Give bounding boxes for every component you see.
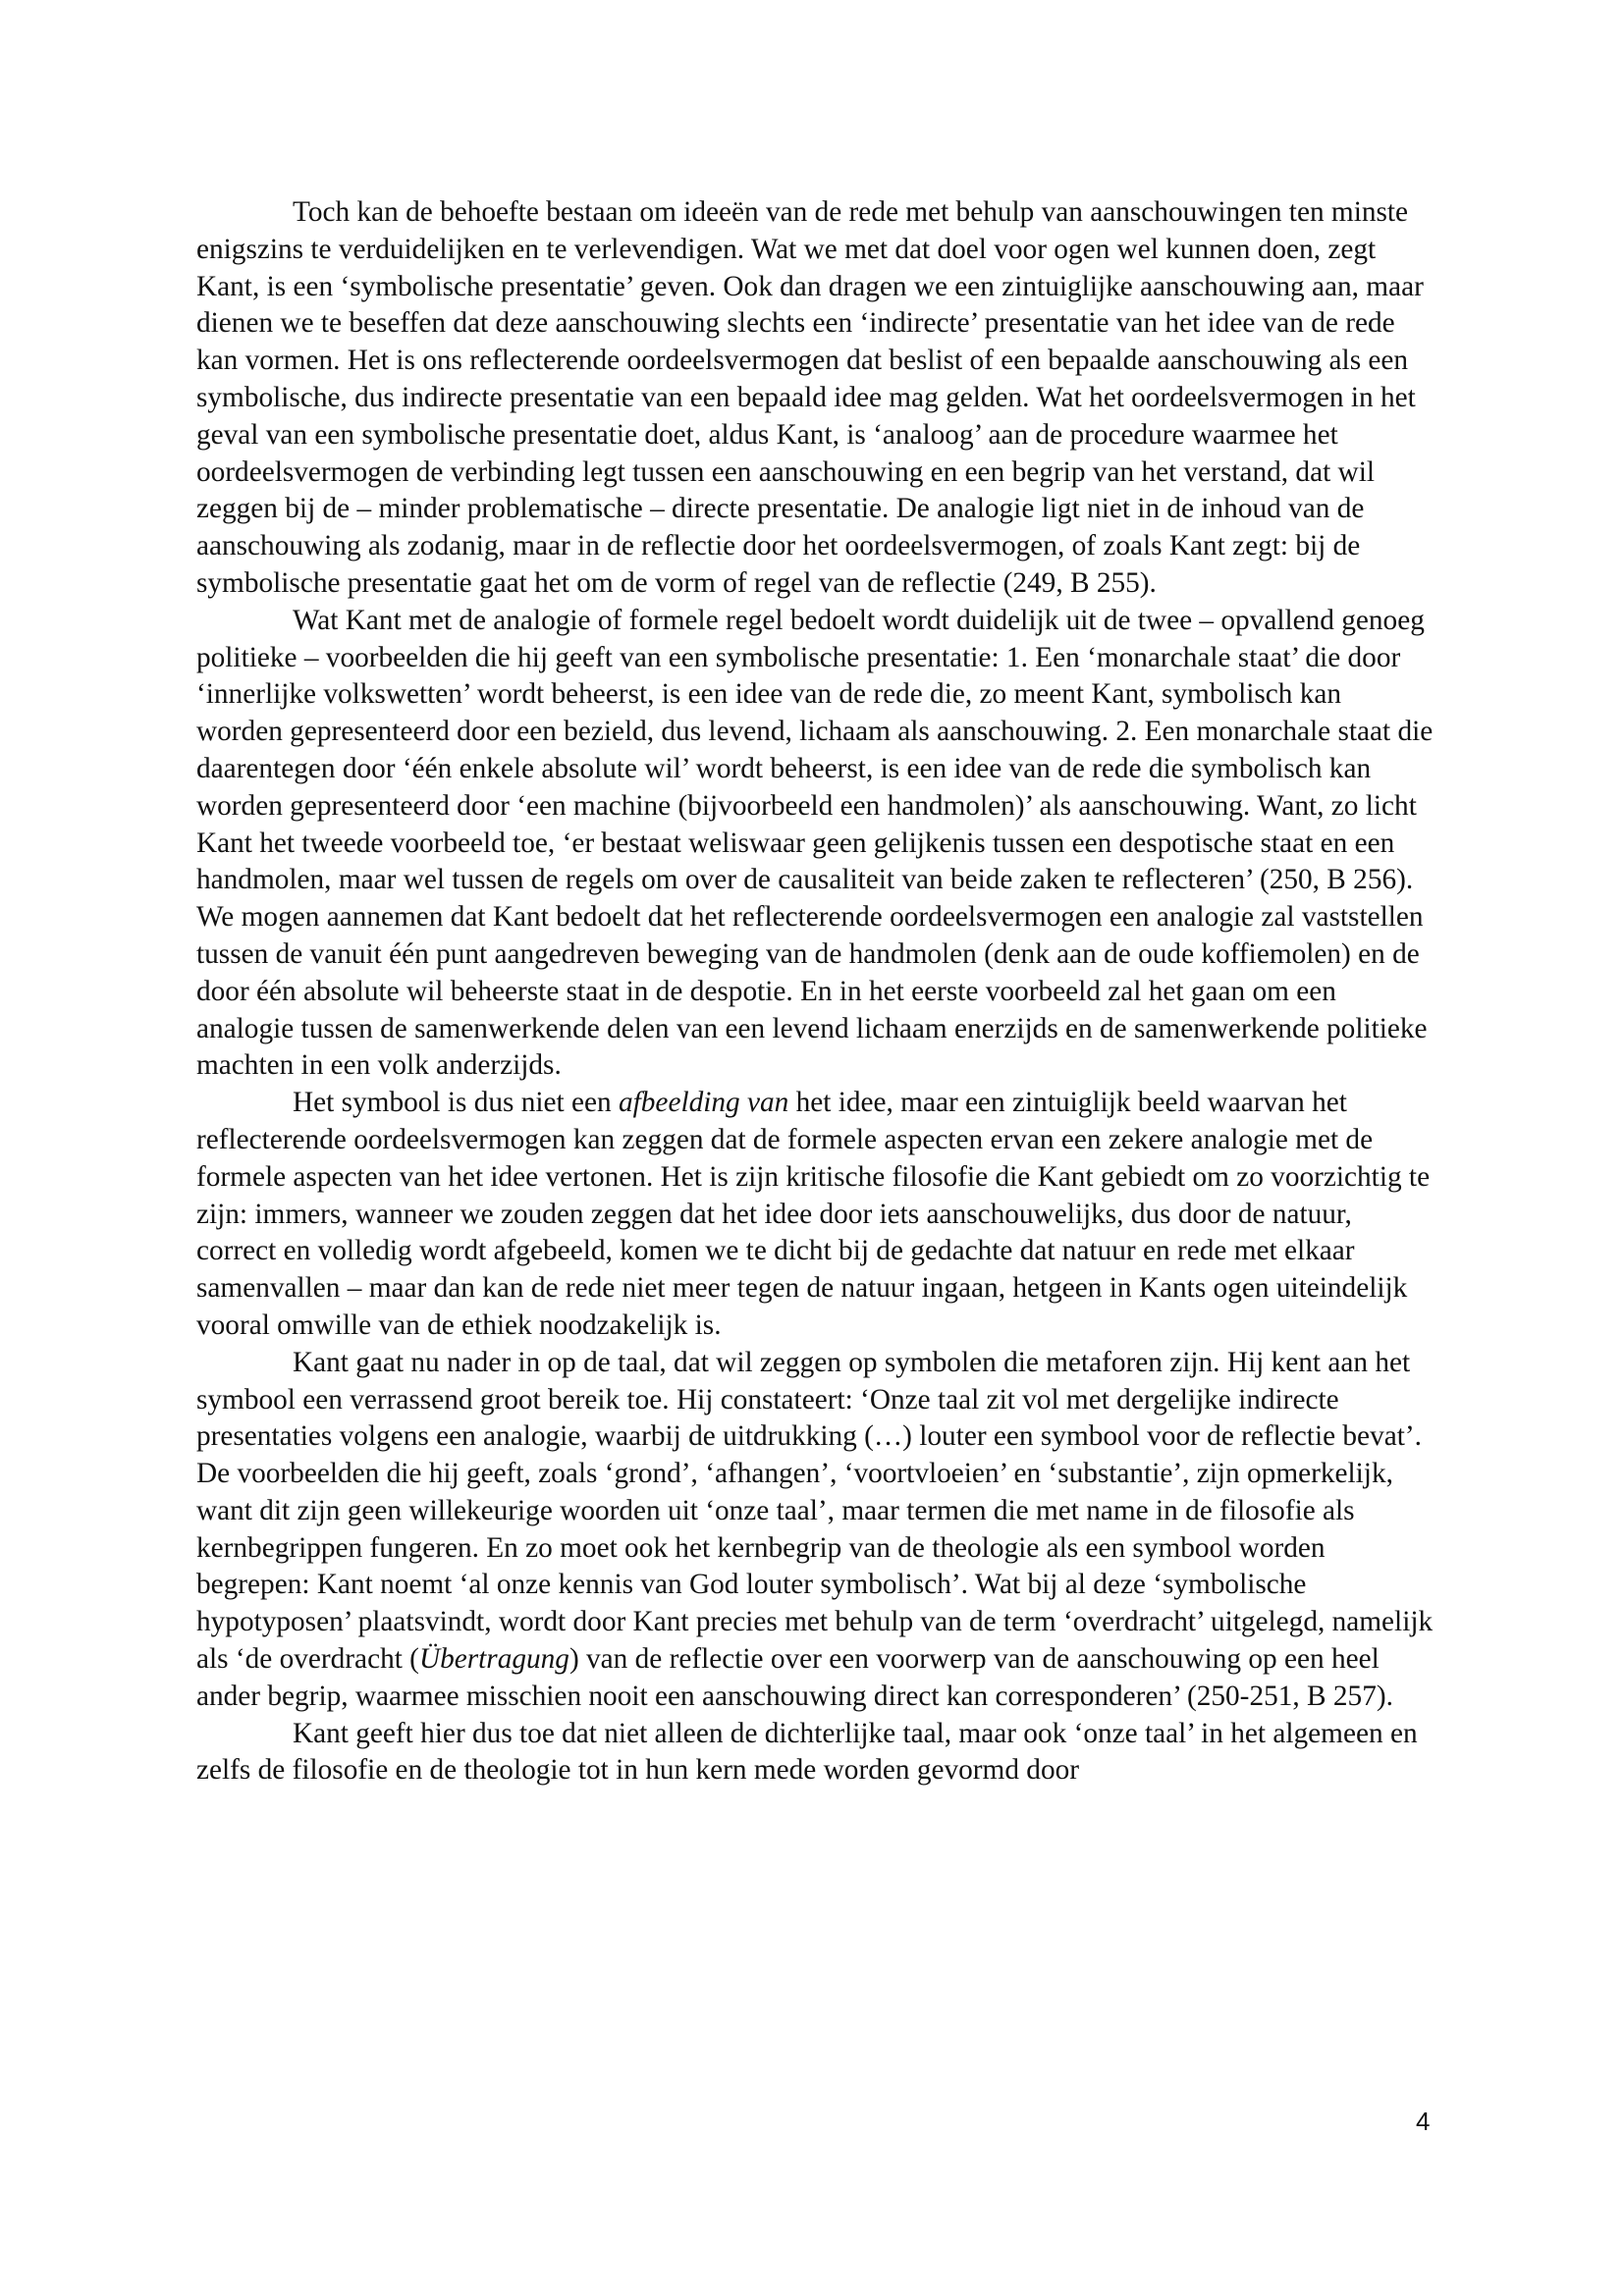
body-text [196,194,1434,1789]
paragraph-text-segment: ) van de reflectie over een voorwerp van de aanschouwing op een heel ander begrip, waarmee misschien nooit een aanschouwing direct kan corresponderen’ (250-251, B 257). [196,1643,1393,1712]
paragraph-political-examples: Wat Kant met de analogie of formele regel bedoelt wordt duidelijk uit de twee – opvallend genoeg politieke – voorbeelden die hij geeft van een symbolische presentatie: 1. Een ‘monarchale staat’ die door ‘innerlijke volkswetten’ wordt beheerst, is een idee van de rede die, zo meent Kant, symbolisch kan worden gepresenteerd door een bezield, dus levend, lichaam als aanschouwing. 2. Een monarchale staat die daarentegen door ‘één enkele absolute wil’ wordt beheerst, is een idee van de rede die symbolisch kan worden gepresenteerd door ‘een machine (bijvoorbeeld een handmolen)’ als aanschouwing. Want, zo licht Kant het tweede voorbeeld toe, ‘er bestaat weliswaar geen gelijkenis tussen een despotische staat en een handmolen, maar wel tussen de regels om over de causaliteit van beide zaken te reflecteren’ (250, B 256). We mogen aannemen dat Kant bedoelt dat het reflecterende oordeelsvermogen een analogie zal vaststellen tussen de vanuit één punt aangedreven beweging van de handmolen (denk aan de oude koffiemolen) en de door één absolute wil beheerste staat in de despotie. En in het eerste voorbeeld zal het gaan om een analogie tussen de samenwerkende delen van een levend lichaam enerzijds en de samenwerkende politieke machten in een volk anderzijds. [196,604,1434,1082]
paragraph-our-language: Kant geeft hier dus toe dat niet alleen de dichterlijke taal, maar ook ‘onze taal’ in het algemeen en zelfs de filosofie en de theologie tot in hun kern mede worden gevormd door [196,1717,1418,1787]
paragraph-symbolic-presentation: Toch kan de behoefte bestaan om ideeën van de rede met behulp van aanschouwingen ten minste enigszins te verduidelijken en te verlevendigen. Wat we met dat doel voor ogen wel kunnen doen, zegt Kant, is een ‘symbolische presentatie’ geven. Ook dan dragen we een zintuiglijke aanschouwing aan, maar dienen we te beseffen dat deze aanschouwing slechts een ‘indirecte’ presentatie van het idee van de rede kan vormen. Het is ons reflecterende oordeelsvermogen dat beslist of een bepaalde aanschouwing als een symbolische, dus indirecte presentatie van een bepaald idee mag gelden. Wat het oordeelsvermogen in het geval van een symbolische presentatie doet, aldus Kant, is ‘analoog’ aan de procedure waarmee het oordeelsvermogen de verbinding legt tussen een aanschouwing en een begrip van het verstand, dat wil zeggen bij de – minder problematische – directe presentatie. De analogie ligt niet in de inhoud van de aanschouwing als zodanig, maar in de reflectie door het oordeelsvermogen, of zoals Kant zegt: bij de symbolische presentatie gaat het om de vorm of regel van de reflectie (249, B 255). [196,196,1424,599]
paragraph-language-metaphors [196,1345,1434,1716]
page-number: 4 [1416,2107,1431,2136]
paragraph-text-segment: het idee, maar een zintuiglijk beeld waarvan het reflecterende oordeelsvermogen kan zeggen dat de formele aspecten ervan een zekere analogie met de formele aspecten van het idee vertonen. Het is zijn kritische filosofie die Kant gebiedt om zo voorzichtig te zijn: immers, wanneer we zouden zeggen dat het idee door iets aanschouwelijks, dus door de natuur, correct en volledig wordt afgebeeld, komen we te dicht bij de gedachte dat natuur en rede met elkaar samenvallen – maar dan kan de rede niet meer tegen de natuur ingaan, hetgeen in Kants ogen uiteindelijk vooral omwille van de ethiek noodzakelijk is. [196,1087,1431,1341]
paragraph-text-segment: Het symbool is dus niet een [293,1087,619,1119]
emphasized-text: Übertragung [418,1643,569,1676]
paragraph-symbol-not-image [196,1085,1434,1345]
emphasized-text: afbeelding van [619,1087,789,1119]
paragraph-text-segment: Kant gaat nu nader in op de taal, dat wil zeggen op symbolen die metaforen zijn. Hij kent aan het symbool een verrassend groot bereik toe. Hij constateert: ‘Onze taal zit vol met dergelijke indirecte presentaties volgens een analogie, waarbij de uitdrukking (…) louter een symbool voor de reflectie bevat’. De voorbeelden die hij geeft, zoals ‘grond’, ‘afhangen’, ‘voortvloeien’ en ‘substantie’, zijn opmerkelijk, want dit zijn geen willekeurige woorden uit ‘onze taal’, maar termen die met name in de filosofie als kernbegrippen fungeren. En zo moet ook het kernbegrip van de theologie als een symbool worden begrepen: Kant noemt ‘al onze kennis van God louter symbolisch’. Wat bij al deze ‘symbolische hypotyposen’ plaatsvindt, wordt door Kant precies met behulp van de term ‘overdracht’ uitgelegd, namelijk als ‘de overdracht ( [196,1346,1434,1676]
